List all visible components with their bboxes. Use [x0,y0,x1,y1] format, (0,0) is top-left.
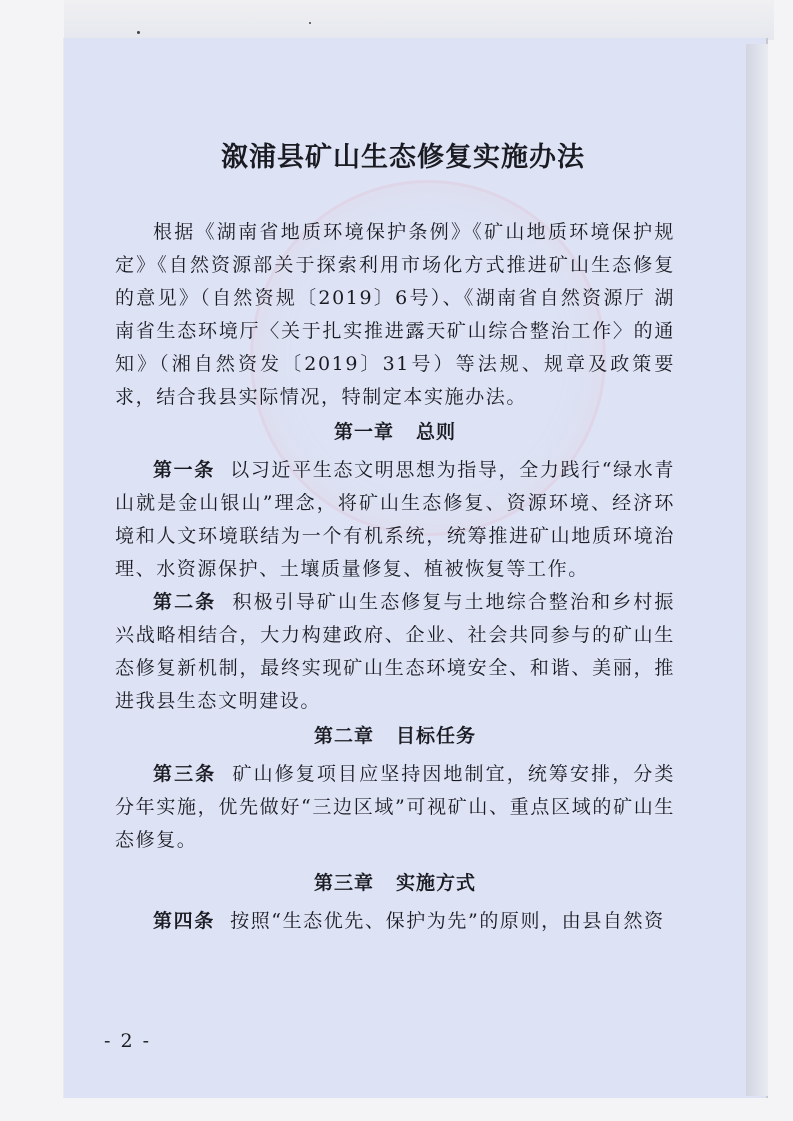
chapter-heading [115,720,675,752]
scan-speck [137,31,140,34]
chapter-name: 总则 [416,421,457,443]
scan-speck [309,22,311,24]
chapter-name: 实施方式 [396,872,477,894]
sheet-edge [746,44,768,1096]
chapter-name: 目标任务 [396,725,477,747]
article-label: 第三条 [153,763,217,785]
article-text: 矿山修复项目应坚持因地制宜，统筹安排，分类分年实施，优先做好“三边区域”可视矿山、重点区域的矿山生态修复。 [115,763,675,851]
chapter-heading [115,416,675,448]
chapter-number: 第三章 [313,872,374,894]
document-title: 溆浦县矿山生态修复实施办法 [221,142,585,173]
article-label: 第一条 [153,459,215,481]
article-label: 第二条 [153,591,217,613]
article-paragraph [115,758,675,857]
article-text: 以习近平生态文明思想为指导，全力践行“绿水青山就是金山银山”理念，将矿山生态修复、资源环境、经济环境和人文环境联结为一个有机系统，统筹推进矿山地质环境治理、水资源保护、土壤质量修复、植被恢复等工作。 [115,459,675,580]
chapter-number: 第一章 [333,421,394,443]
page-number: - 2 - [104,1030,152,1052]
article-paragraph [115,586,675,718]
article-text: 积极引导矿山生态修复与土地综合整治和乡村振兴战略相结合，大力构建政府、企业、社会共同参与的矿山生态修复新机制，最终实现矿山生态环境安全、和谐、美丽，推进我县生态文明建设。 [115,591,675,712]
document-body [115,140,675,938]
scan-top-shadow [64,0,774,40]
article-paragraph [115,454,675,586]
preamble-paragraph: 根据《湖南省地质环境保护条例》《矿山地质环境保护规定》《自然资源部关于探索利用市场化方式推进矿山生态修复的意见》（自然资规〔2019〕6号）、《湖南省自然资源厅 湖南省生态环境厅〈关于扎实推进露天矿山综合整治工作〉的通知》（湘自然资发〔2019〕31号）等法规、规章及政策要求，结合我县实际情况，特制定本实施办法。 [115,221,675,408]
chapter-heading [115,867,675,899]
article-paragraph [115,905,675,938]
article-text: 按照“生态优先、保护为先”的原则，由县自然资 [230,910,665,932]
article-label: 第四条 [153,910,215,932]
chapter-number: 第二章 [313,725,374,747]
